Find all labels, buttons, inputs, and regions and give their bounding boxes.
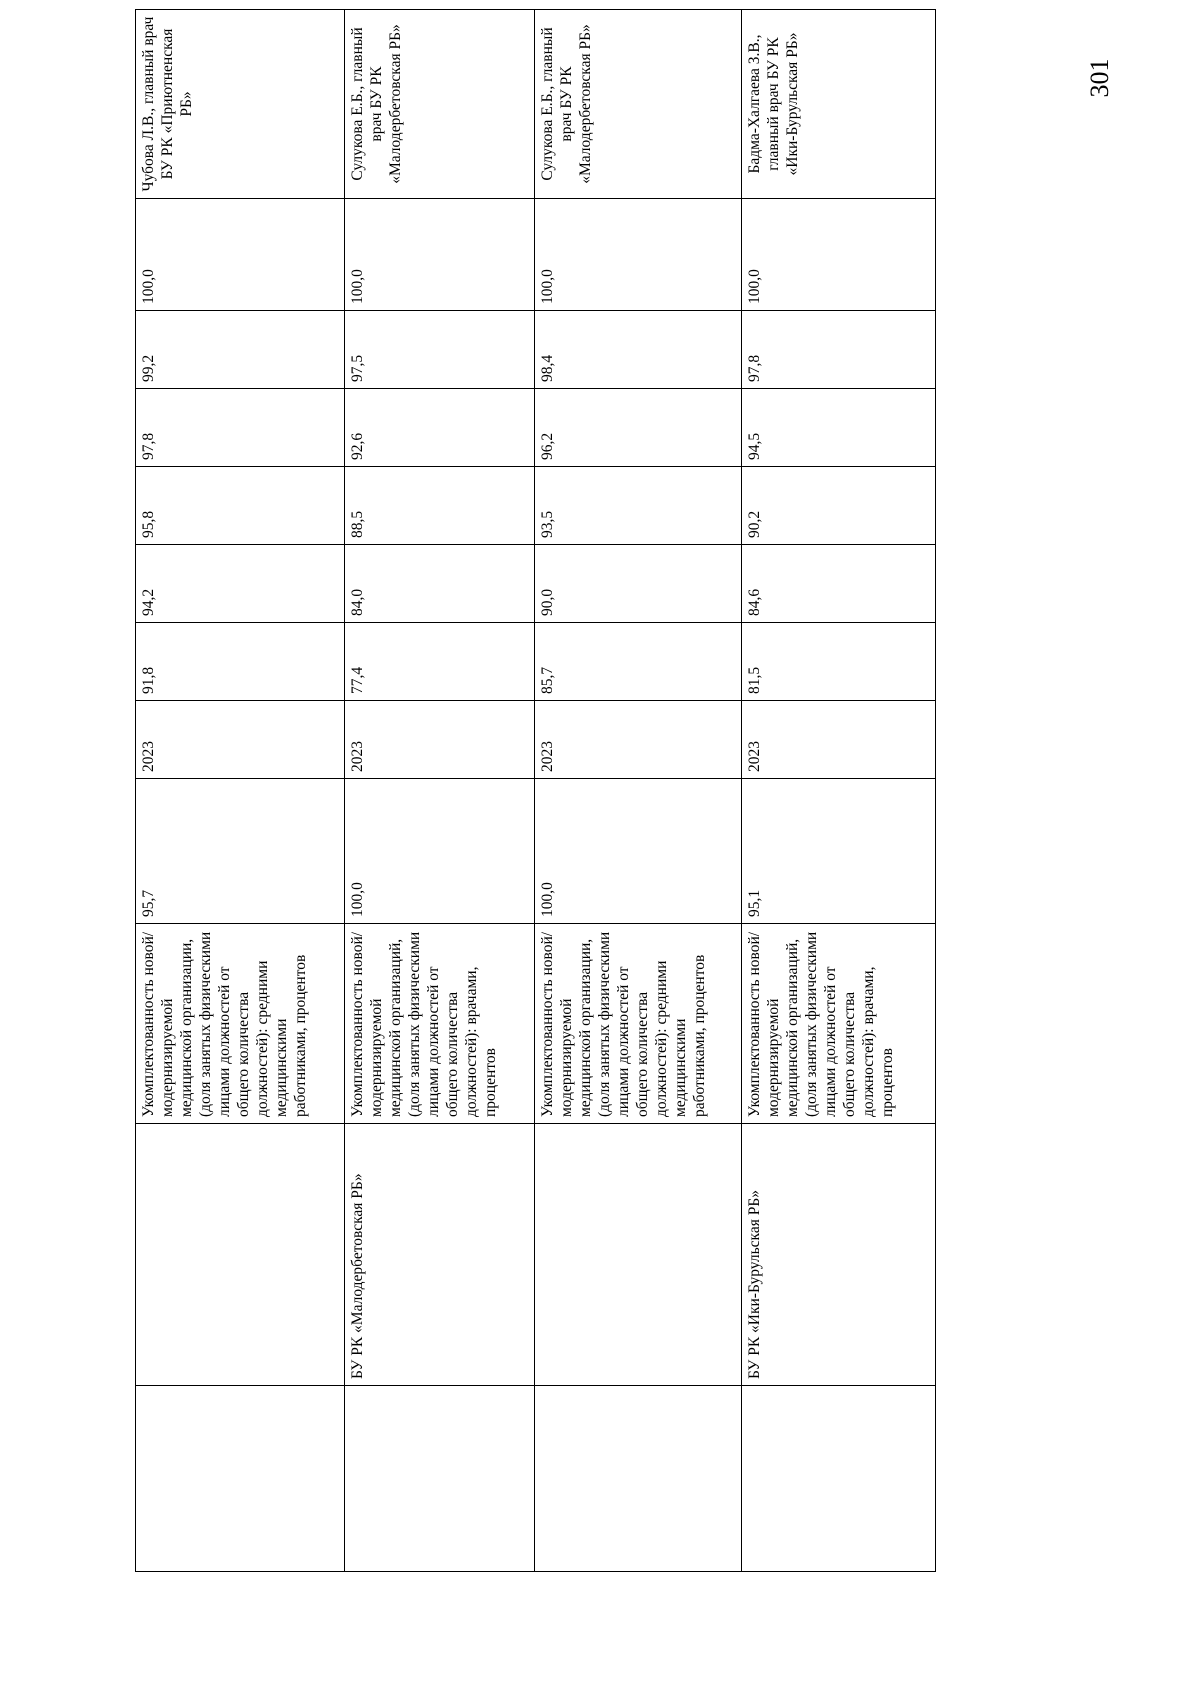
value-cell: 95,8 bbox=[136, 467, 345, 545]
organization-cell bbox=[136, 1124, 345, 1386]
base-value-cell: 95,7 bbox=[136, 779, 345, 924]
indicator-cell: Укомплектованность новой/модернизируемой медицинской организации, (доля занятых физическими лицами должностей от общего количества должностей): средними медицинскими работниками, процентов bbox=[136, 924, 345, 1124]
base-year-cell: 2023 bbox=[345, 701, 535, 779]
value-cell: 88,5 bbox=[345, 467, 535, 545]
value-cell: 90,2 bbox=[742, 467, 936, 545]
rotated-table-container bbox=[135, 16, 935, 1572]
value-cell: 81,5 bbox=[742, 623, 936, 701]
value-cell: 94,5 bbox=[742, 389, 936, 467]
base-value-cell: 100,0 bbox=[535, 779, 742, 924]
indicator-cell: Укомплектованность новой/модернизируемой медицинской организации, (доля занятых физическими лицами должностей от общего количества должностей): средними медицинскими работниками, процентов bbox=[535, 924, 742, 1124]
value-cell: 99,2 bbox=[136, 311, 345, 389]
table-row bbox=[742, 10, 936, 1572]
base-value-cell: 95,1 bbox=[742, 779, 936, 924]
organization-cell: БУ РК «Малодербетовская РБ» bbox=[345, 1124, 535, 1386]
base-year-cell: 2023 bbox=[742, 701, 936, 779]
indicator-cell: Укомплектованность новой/модернизируемой медицинской организаций, (доля занятых физическими лицами должностей от общего количества должностей): врачами, процентов bbox=[345, 924, 535, 1124]
base-year-cell: 2023 bbox=[535, 701, 742, 779]
responsible-cell: Сулукова Е.Б., главный врач БУ РК «Малодербетовская РБ» bbox=[535, 10, 742, 199]
value-cell: 97,5 bbox=[345, 311, 535, 389]
page-number: 301 bbox=[1085, 58, 1114, 98]
organization-cell bbox=[535, 1124, 742, 1386]
value-cell: 97,8 bbox=[136, 389, 345, 467]
value-cell: 100,0 bbox=[535, 199, 742, 311]
row-number-cell bbox=[742, 1386, 936, 1572]
responsible-cell: Бадма-Халгаева З.В., главный врач БУ РК «Ики-Бурульская РБ» bbox=[742, 10, 936, 199]
value-cell: 100,0 bbox=[742, 199, 936, 311]
base-year-cell: 2023 bbox=[136, 701, 345, 779]
table-row bbox=[535, 10, 742, 1572]
value-cell: 85,7 bbox=[535, 623, 742, 701]
table-row bbox=[136, 10, 345, 1572]
value-cell: 91,8 bbox=[136, 623, 345, 701]
value-cell: 90,0 bbox=[535, 545, 742, 623]
value-cell: 100,0 bbox=[136, 199, 345, 311]
responsible-cell: Чубова Л.В., главный врач БУ РК «Приютненская РБ» bbox=[136, 10, 345, 199]
row-number-cell bbox=[345, 1386, 535, 1572]
row-number-cell bbox=[535, 1386, 742, 1572]
value-cell: 97,8 bbox=[742, 311, 936, 389]
value-cell: 77,4 bbox=[345, 623, 535, 701]
value-cell: 84,0 bbox=[345, 545, 535, 623]
indicator-cell: Укомплектованность новой/модернизируемой медицинской организаций, (доля занятых физическими лицами должностей от общего количества должностей): врачами, процентов bbox=[742, 924, 936, 1124]
value-cell: 96,2 bbox=[535, 389, 742, 467]
value-cell: 100,0 bbox=[345, 199, 535, 311]
value-cell: 84,6 bbox=[742, 545, 936, 623]
row-number-cell bbox=[136, 1386, 345, 1572]
indicators-table bbox=[135, 9, 936, 1572]
value-cell: 92,6 bbox=[345, 389, 535, 467]
organization-cell: БУ РК «Ики-Бурульская РБ» bbox=[742, 1124, 936, 1386]
base-value-cell: 100,0 bbox=[345, 779, 535, 924]
value-cell: 93,5 bbox=[535, 467, 742, 545]
value-cell: 98,4 bbox=[535, 311, 742, 389]
responsible-cell: Сулукова Е.Б., главный врач БУ РК «Малодербетовская РБ» bbox=[345, 10, 535, 199]
value-cell: 94,2 bbox=[136, 545, 345, 623]
table-row bbox=[345, 10, 535, 1572]
